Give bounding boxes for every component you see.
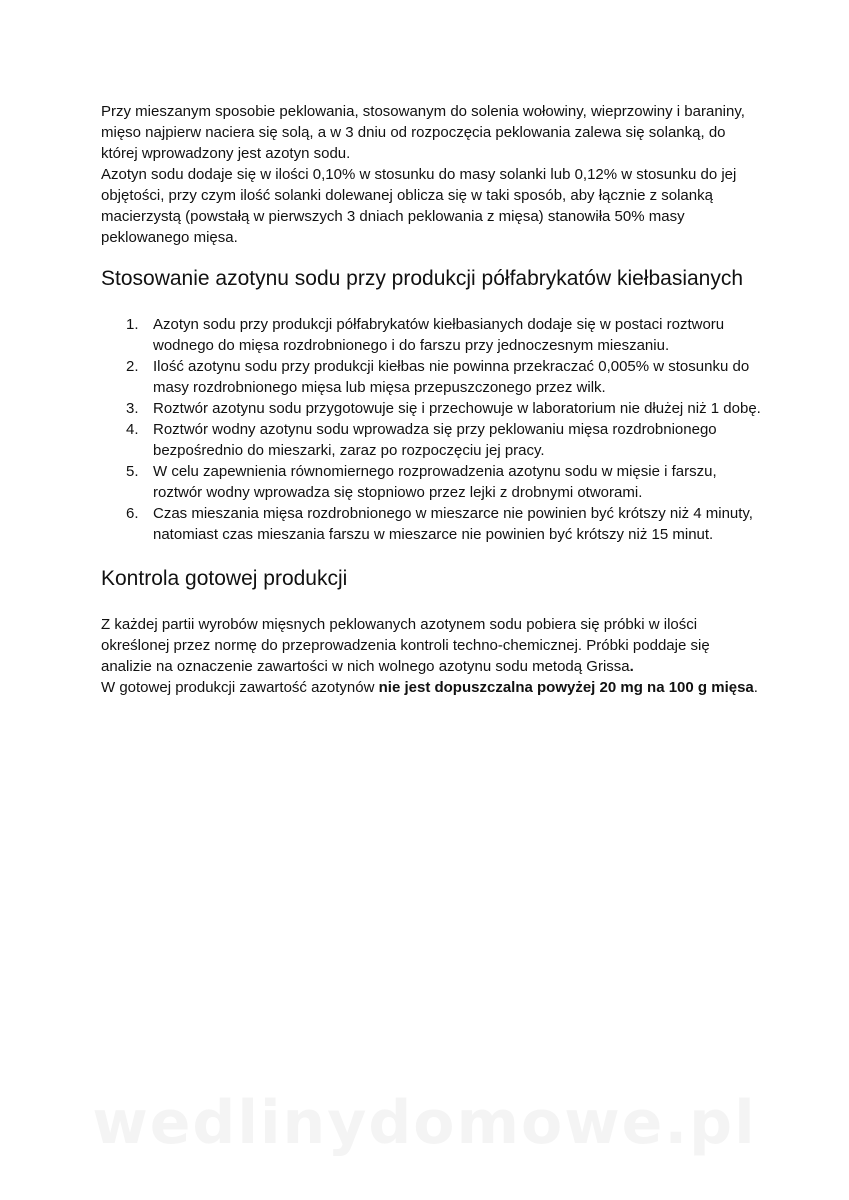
list-item-text: Roztwór wodny azotynu sodu wprowadza się przy peklowaniu mięsa rozdrobnionego bezpośrednio do mieszarki, zaraz po rozpoczęciu jej pracy.	[153, 421, 717, 459]
document-page	[101, 101, 761, 698]
list-item-number: 6.	[126, 505, 139, 522]
nitrite-limit-statement: nie jest dopuszczalna powyżej 20 mg na 100 g mięsa	[378, 679, 754, 696]
control-paragraph-1	[101, 614, 761, 677]
list-item-number: 3.	[126, 400, 139, 417]
watermark: wedlinydomowe.pl	[92, 1088, 757, 1158]
control-paragraph-2-end: .	[753, 679, 758, 696]
list-item	[101, 398, 761, 419]
list-item	[101, 314, 761, 356]
list-item-number: 5.	[126, 463, 139, 480]
intro-paragraph-2: Azotyn sodu dodaje się w ilości 0,10% w stosunku do masy solanki lub 0,12% w stosunku do jej objętości, przy czym ilość solanki dolewanej oblicza się w taki sposób, aby łącznie z solanką macierzystą (powstałą w pierwszych 3 dniach peklowania z mięsa) stanowiła 50% masy peklowanego mięsa.	[101, 166, 737, 246]
intro-paragraph-1: Przy mieszanym sposobie peklowania, stosowanym do solenia wołowiny, wieprzowiny i baraniny, mięso najpierw naciera się solą, a w 3 dniu od rozpoczęcia peklowania zalewa się solanką, do której wprowadzony jest azotyn sodu.	[101, 103, 745, 162]
numbered-list	[101, 314, 761, 545]
list-item	[101, 461, 761, 503]
list-item-text: Azotyn sodu przy produkcji półfabrykatów kiełbasianych dodaje się w postaci roztworu wodnego do mięsa rozdrobnionego i do farszu przy jednoczesnym mieszaniu.	[153, 316, 725, 354]
list-item-number: 1.	[126, 316, 139, 333]
list-item	[101, 356, 761, 398]
list-item-number: 2.	[126, 358, 139, 375]
list-item-text: Roztwór azotynu sodu przygotowuje się i przechowuje w laboratorium nie dłużej niż 1 dobę.	[153, 400, 761, 417]
list-item-text: W celu zapewnienia równomiernego rozprowadzenia azotynu sodu w mięsie i farszu, roztwór wodny wprowadza się stopniowo przez lejki z drobnymi otworami.	[153, 463, 717, 501]
list-item-text: Czas mieszania mięsa rozdrobnionego w mieszarce nie powinien być krótszy niż 4 minuty, natomiast czas mieszania farszu w mieszarce nie powinien być krótszy niż 15 minut.	[153, 505, 753, 543]
list-item-text: Ilość azotynu sodu przy produkcji kiełbas nie powinna przekraczać 0,005% w stosunku do masy rozdrobnionego mięsa lub mięsa przepuszczonego przez wilk.	[153, 358, 750, 396]
section-heading-nitrite-sausage: Stosowanie azotynu sodu przy produkcji półfabrykatów kiełbasianych	[101, 267, 744, 290]
control-paragraph-2-start: W gotowej produkcji zawartość azotynów	[101, 679, 379, 696]
control-paragraph-1-period: .	[629, 658, 634, 675]
list-item-number: 4.	[126, 421, 139, 438]
list-item	[101, 503, 761, 545]
control-paragraph-2	[101, 677, 761, 698]
list-item	[101, 419, 761, 461]
control-paragraph-1-text: Z każdej partii wyrobów mięsnych peklowanych azotynem sodu pobiera się próbki w ilości określonej przez normę do przeprowadzenia kontroli techno-chemicznej. Próbki poddaje się analizie na oznaczenie zawartości w nich wolnego azotynu sodu metodą Grissa	[101, 616, 710, 675]
section-heading-quality-control: Kontrola gotowej produkcji	[101, 567, 348, 590]
